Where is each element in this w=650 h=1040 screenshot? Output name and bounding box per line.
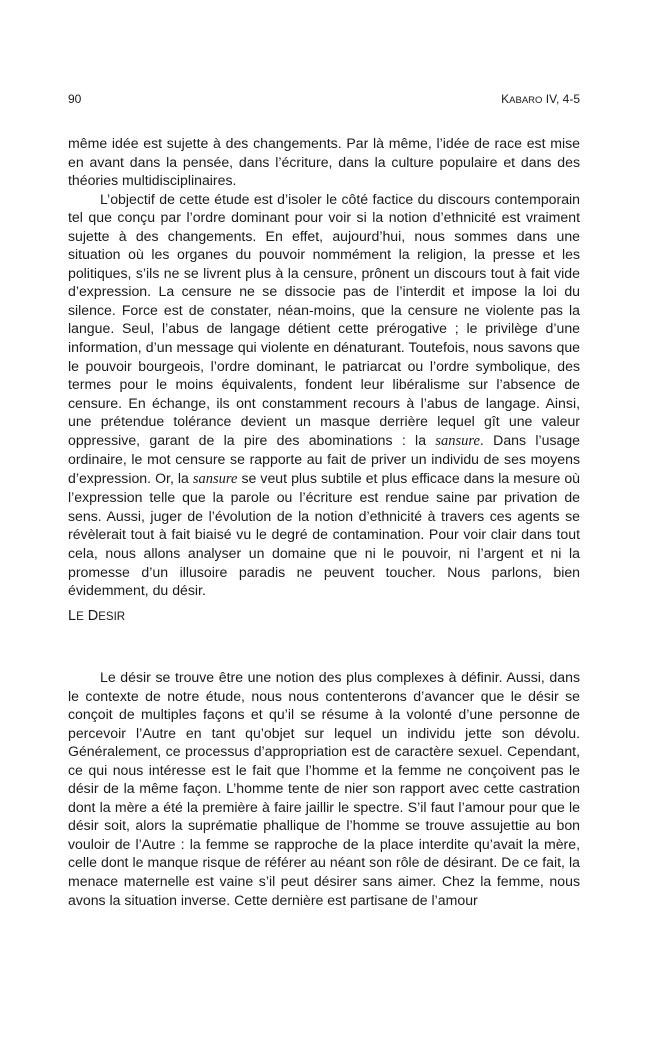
paragraph-2-part-1: L’objectif de cette étude est d’isoler le côté factice du discours contemporain tel que conçu par l’ordre dominant pour voir si la notion d’ethnicité est vraiment sujette à des changements. En effet, aujourd’hui, nous sommes dans une situation où les organes du pouvoir nommément la religion, la presse et les politiques, s’ils ne se livrent plus à la censure, prônent un discours tout à fait vide d’expression. La censure ne se dissocie pas de l’interdit et impose la loi du silence. Force est de constater, néan-moins, que la censure ne violente pas la langue. Seul, l’abus de langage détient cette prérogative ; le privilège d’une information, d’un message qui violente en dénaturant. Toutefois, nous savons que le pouvoir bourgeois, l’ordre dominant, le patriarcat ou l’ordre symbolique, des termes pour le moins équivalents, fondent leur libéralisme sur l’absence de censure. En échange, ils ont constamment recours à l’abus de langage. Ainsi, une prétendue tolérance devient un masque derrière lequel gît une valeur oppressive, garant de la pire des abominations : la	[68, 190, 580, 448]
running-head	[68, 92, 580, 108]
section-heading-le-desir	[68, 608, 125, 624]
section-desir-body	[68, 668, 580, 909]
journal-name-rest: ABARO	[509, 95, 543, 106]
paragraph-2-part-2: . Dans l’usage ordinaire, le mot censure se rapporte au fait de priver un individu de ses moyens d’expression. Or, la	[68, 431, 581, 486]
paragraph-1: même idée est sujette à des changements. Par là même, l’idée de race est mise en avant dans la pensée, dans l’écriture, dans la culture populaire et dans des théories multidisciplinaires.	[68, 135, 580, 189]
page-number: 90	[68, 92, 82, 106]
paragraph-3: Le désir se trouve être une notion des plus complexes à définir. Aussi, dans le contexte de notre étude, nous nous contenterons d’avancer que le désir se conçoit de multiples façons et qu’il se résume à la volonté d’une personne de percevoir l’Autre en tant qu’objet sur lequel un individu jette son dévolu. Généralement, ce processus d’appropriation est de caractère sexuel. Cependant, ce qui nous intéresse est le fait que l’homme et la femme ne conçoivent pas le désir de la même façon. L’homme tente de nier son rapport avec cette castration dont la mère a été la première à faire jaillir le spectre. S’il faut l’amour pour que le désir soit, alors la suprématie phallique de l’homme se trouve assujettie au bon vouloir de l’Autre : la femme se rapproche de la place interdite qu’avait la mère, celle dont le manque risque de référer au néant son rôle de désirant. De ce fait, la menace maternelle est vaine s’il peut désirer sans aimer. Chez la femme, nous avons la situation inverse. Cette dernière est partisane de l’amour	[68, 669, 580, 908]
paragraph-2	[68, 190, 580, 600]
heading-letter-e: E	[76, 611, 84, 623]
journal-initial: K	[501, 92, 510, 106]
journal-reference	[501, 92, 580, 106]
heading-letter-L: L	[68, 608, 77, 624]
paragraph-2-part-3: se veut plus subtile et plus efficace dans la mesure où l’expression telle que la parole ou l’écriture est rendue saine par privation de sens. Aussi, juger de l’évolution de la notion d’ethnicité à travers ces agents se révèlerait tout à fait biaisé vu le degré de contamination. Pour voir clair dans tout cela, nous allons analyser un domaine que ni le pouvoir, ni l’argent et ni la promesse d’un illusoire paradis ne peuvent toucher. Nous parlons, bien évidemment, du désir.	[68, 469, 580, 599]
italic-term-sansure-2: sansure	[192, 470, 238, 487]
heading-letter-D: D	[87, 608, 99, 624]
italic-term-sansure: sansure	[435, 432, 480, 449]
heading-letters-esir: ESIR	[98, 611, 126, 623]
section-intro-body	[68, 134, 580, 600]
journal-issue: IV, 4-5	[542, 92, 580, 106]
